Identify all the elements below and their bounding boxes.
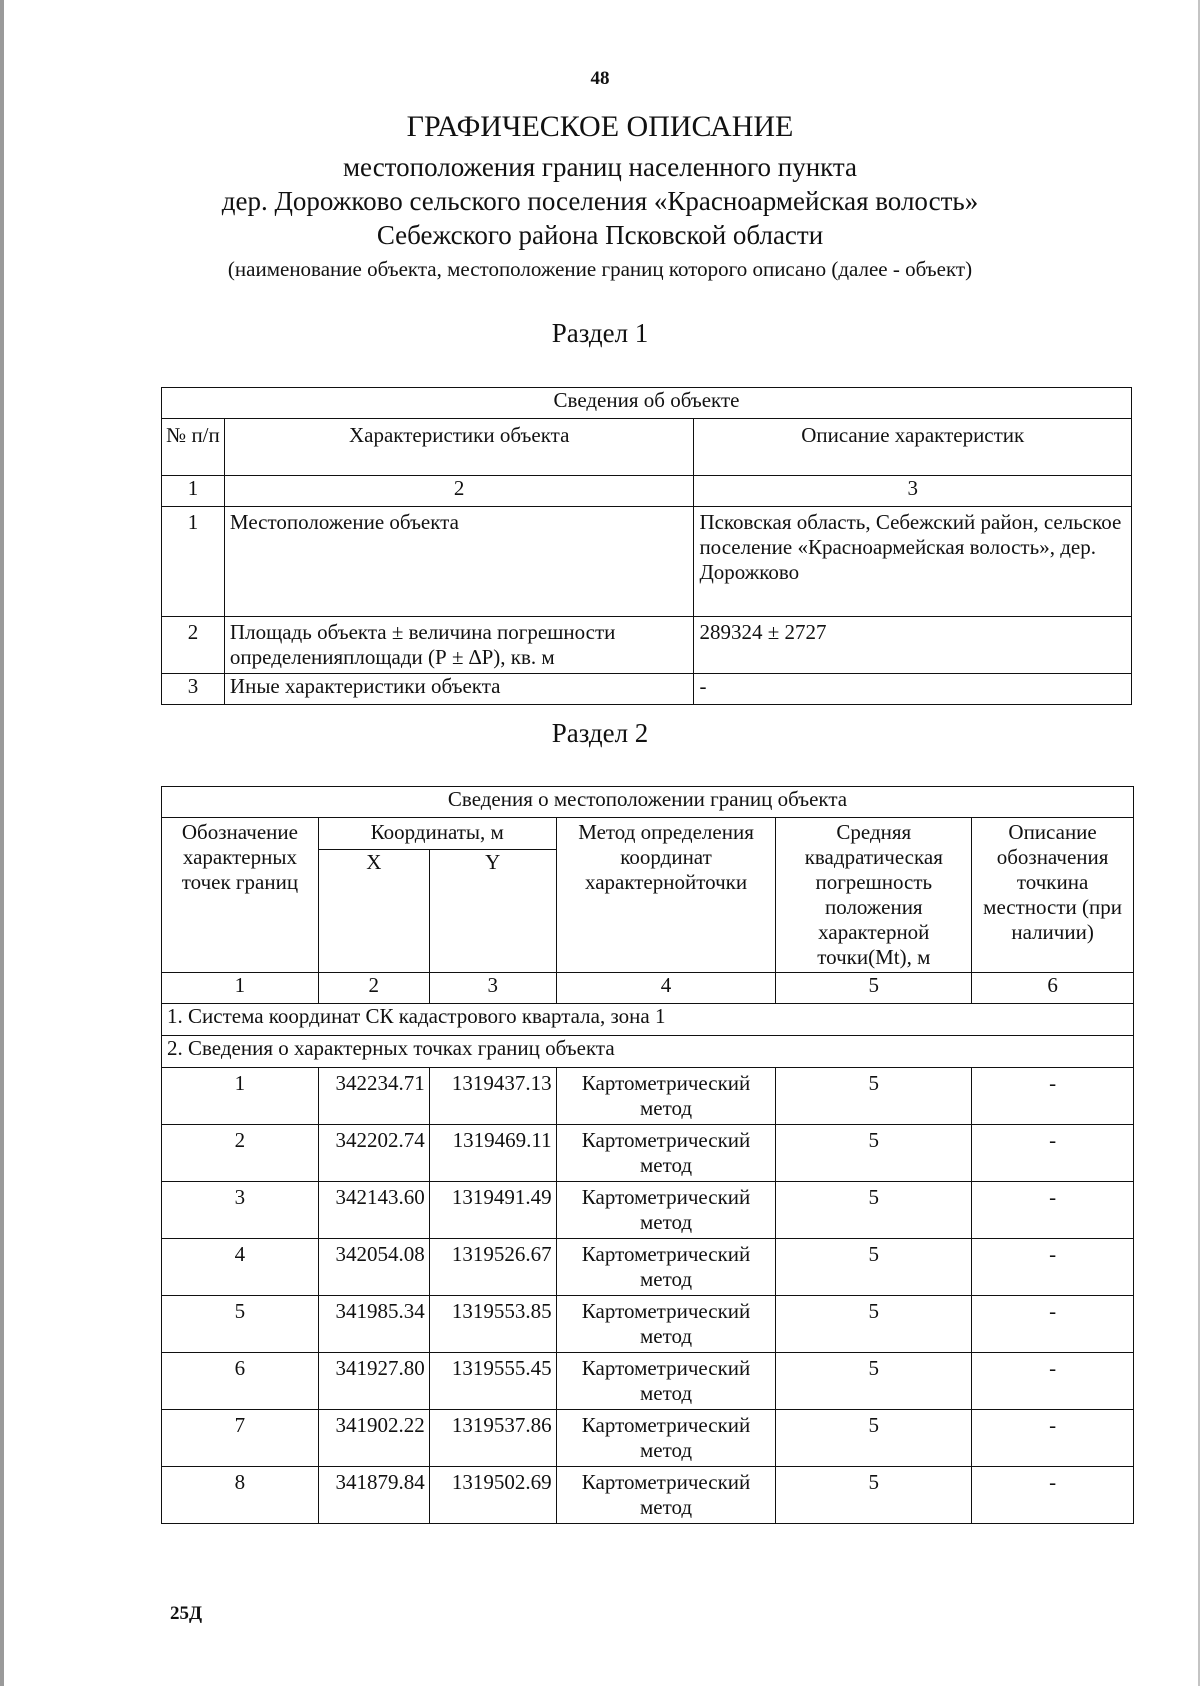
point-description: - xyxy=(972,1296,1134,1353)
column-header-error: Средняя квадратическая погрешность положения характерной точки(Mt), м xyxy=(776,818,972,973)
point-y-coordinate: 1319502.69 xyxy=(429,1467,556,1524)
table-row xyxy=(162,1410,1134,1467)
table-title: Сведения о местоположении границ объекта xyxy=(162,787,1134,818)
point-number: 7 xyxy=(162,1410,319,1467)
point-x-coordinate: 341879.84 xyxy=(318,1467,429,1524)
point-x-coordinate: 342234.71 xyxy=(318,1068,429,1125)
document-subtitle-line-2: дер. Дорожково сельского поселения «Красноармейская волость» xyxy=(221,186,979,216)
table-row xyxy=(162,1296,1134,1353)
point-x-coordinate: 342054.08 xyxy=(318,1239,429,1296)
table-row xyxy=(162,507,1132,617)
scan-left-edge xyxy=(0,0,4,1686)
point-y-coordinate: 1319437.13 xyxy=(429,1068,556,1125)
document-title: ГРАФИЧЕСКОЕ ОПИСАНИЕ xyxy=(406,110,794,143)
table-row xyxy=(162,1239,1134,1296)
section-1-heading: Раздел 1 xyxy=(551,318,649,348)
row-description: Псковская область, Себежский район, сельское поселение «Красноармейская волость», дер. Дорожково xyxy=(694,507,1132,617)
point-y-coordinate: 1319537.86 xyxy=(429,1410,556,1467)
row-number: 2 xyxy=(162,617,225,674)
point-mean-error: 5 xyxy=(776,1239,972,1296)
row-number: 3 xyxy=(162,674,225,705)
point-description: - xyxy=(972,1068,1134,1125)
column-header-number: № п/п xyxy=(162,419,225,476)
row-characteristic: Иные характеристики объекта xyxy=(224,674,694,705)
row-characteristic: Площадь объекта ± величина погрешности определенияплощади (Р ± ∆Р), кв. м xyxy=(224,617,694,674)
point-number: 4 xyxy=(162,1239,319,1296)
point-description: - xyxy=(972,1125,1134,1182)
document-subtitle-line-1: местоположения границ населенного пункта xyxy=(342,152,858,182)
point-mean-error: 5 xyxy=(776,1410,972,1467)
coordinate-system-label: 1. Система координат СК кадастрового квартала, зона 1 xyxy=(162,1004,1134,1036)
column-number: 1 xyxy=(162,973,319,1004)
point-number: 1 xyxy=(162,1068,319,1125)
point-method: Картометрический метод xyxy=(556,1353,776,1410)
point-x-coordinate: 341985.34 xyxy=(318,1296,429,1353)
table-row xyxy=(162,1467,1134,1524)
points-header-row xyxy=(162,1036,1134,1068)
table-title: Сведения об объекте xyxy=(162,388,1132,419)
point-number: 6 xyxy=(162,1353,319,1410)
point-y-coordinate: 1319469.11 xyxy=(429,1125,556,1182)
column-numbers-row xyxy=(162,476,1132,507)
document-subtitle-line-3: Себежского района Псковской области xyxy=(376,220,824,250)
point-mean-error: 5 xyxy=(776,1467,972,1524)
table-row xyxy=(162,1182,1134,1239)
table-header-row xyxy=(162,818,1134,850)
point-y-coordinate: 1319555.45 xyxy=(429,1353,556,1410)
document-title-note: (наименование объекта, местоположение границ которого описано (далее - объект) xyxy=(227,257,973,281)
row-number: 1 xyxy=(162,507,225,617)
column-header-point-description: Описание обозначения точкина местности (при наличии) xyxy=(972,818,1134,973)
point-mean-error: 5 xyxy=(776,1182,972,1239)
points-section-label: 2. Сведения о характерных точках границ объекта xyxy=(162,1036,1134,1068)
point-method: Картометрический метод xyxy=(556,1467,776,1524)
table-row xyxy=(162,617,1132,674)
point-number: 2 xyxy=(162,1125,319,1182)
row-characteristic: Местоположение объекта xyxy=(224,507,694,617)
page-number: 48 xyxy=(590,68,610,89)
document-code: 25Д xyxy=(170,1603,203,1624)
column-number: 6 xyxy=(972,973,1134,1004)
point-mean-error: 5 xyxy=(776,1068,972,1125)
row-description: - xyxy=(694,674,1132,705)
column-number: 2 xyxy=(318,973,429,1004)
column-numbers-row xyxy=(162,973,1134,1004)
column-number: 3 xyxy=(429,973,556,1004)
points-table-body xyxy=(162,1068,1134,1524)
column-number: 1 xyxy=(162,476,225,507)
column-number: 5 xyxy=(776,973,972,1004)
point-mean-error: 5 xyxy=(776,1296,972,1353)
table-row xyxy=(162,674,1132,705)
point-method: Картометрический метод xyxy=(556,1068,776,1125)
table-title-row xyxy=(162,787,1134,818)
column-header-coordinates: Координаты, м xyxy=(318,818,556,850)
point-method: Картометрический метод xyxy=(556,1296,776,1353)
point-description: - xyxy=(972,1410,1134,1467)
column-number: 2 xyxy=(224,476,694,507)
table-row xyxy=(162,1353,1134,1410)
table-row xyxy=(162,1068,1134,1125)
table-row xyxy=(162,1125,1134,1182)
point-number: 8 xyxy=(162,1467,319,1524)
column-header-y: Y xyxy=(429,850,556,973)
column-number: 3 xyxy=(694,476,1132,507)
point-description: - xyxy=(972,1353,1134,1410)
object-info-table xyxy=(161,387,1132,705)
point-method: Картометрический метод xyxy=(556,1239,776,1296)
column-number: 4 xyxy=(556,973,776,1004)
point-description: - xyxy=(972,1239,1134,1296)
point-x-coordinate: 341927.80 xyxy=(318,1353,429,1410)
section-2-heading: Раздел 2 xyxy=(551,718,649,748)
coordinate-system-row xyxy=(162,1004,1134,1036)
table-header-row xyxy=(162,419,1132,476)
point-x-coordinate: 342202.74 xyxy=(318,1125,429,1182)
point-x-coordinate: 341902.22 xyxy=(318,1410,429,1467)
point-y-coordinate: 1319526.67 xyxy=(429,1239,556,1296)
point-mean-error: 5 xyxy=(776,1353,972,1410)
column-header-method: Метод определения координат характернойточки xyxy=(556,818,776,973)
point-method: Картометрический метод xyxy=(556,1410,776,1467)
point-mean-error: 5 xyxy=(776,1125,972,1182)
point-y-coordinate: 1319491.49 xyxy=(429,1182,556,1239)
row-description: 289324 ± 2727 xyxy=(694,617,1132,674)
point-description: - xyxy=(972,1182,1134,1239)
point-number: 5 xyxy=(162,1296,319,1353)
boundary-points-table xyxy=(161,786,1134,1524)
point-number: 3 xyxy=(162,1182,319,1239)
column-header-characteristics: Характеристики объекта xyxy=(224,419,694,476)
point-y-coordinate: 1319553.85 xyxy=(429,1296,556,1353)
point-description: - xyxy=(972,1467,1134,1524)
column-header-description: Описание характеристик xyxy=(694,419,1132,476)
column-header-point: Обозначение характерных точек границ xyxy=(162,818,319,973)
point-method: Картометрический метод xyxy=(556,1125,776,1182)
column-header-x: X xyxy=(318,850,429,973)
point-x-coordinate: 342143.60 xyxy=(318,1182,429,1239)
table-title-row xyxy=(162,388,1132,419)
point-method: Картометрический метод xyxy=(556,1182,776,1239)
